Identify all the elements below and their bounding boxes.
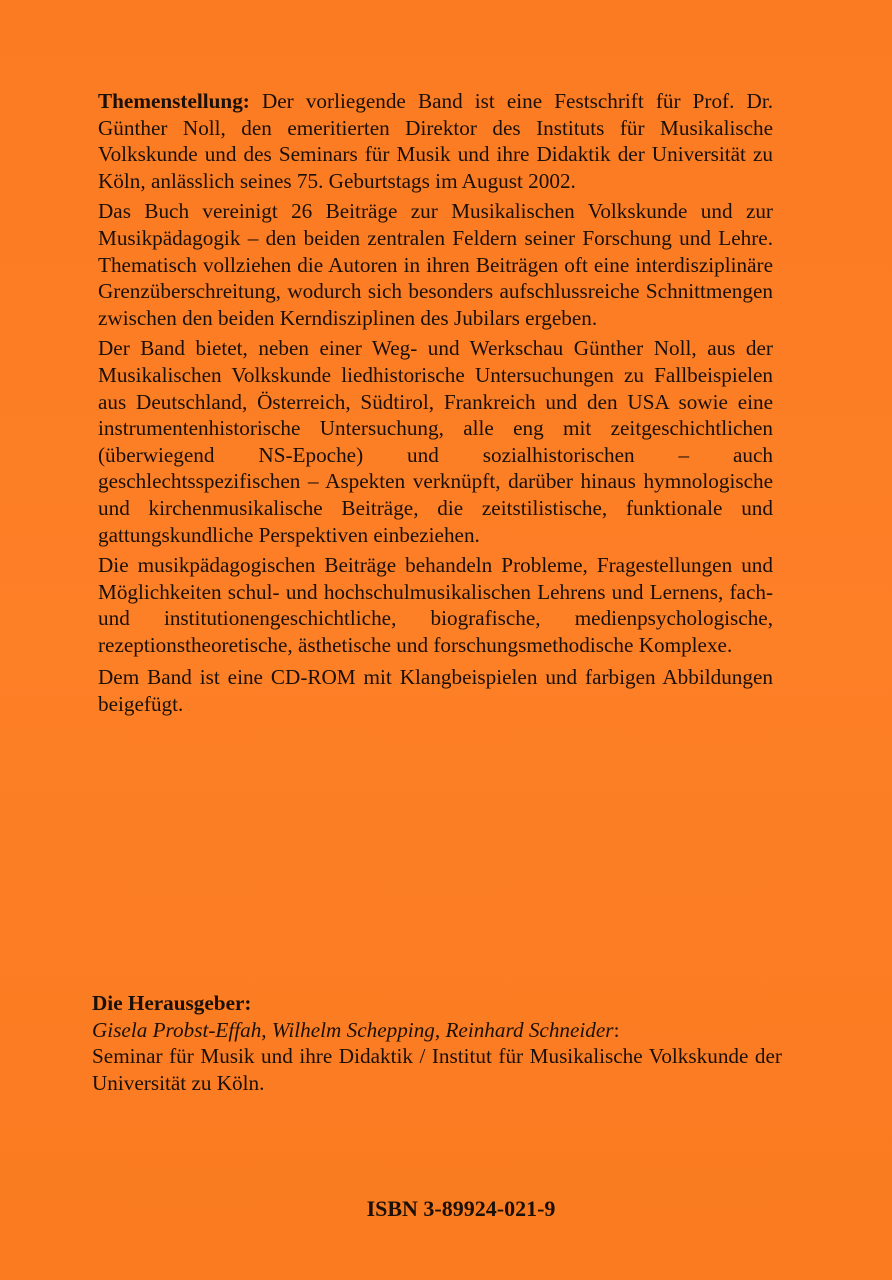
blurb-paragraph-theme [98,88,773,194]
editors-section [92,990,782,1096]
blurb-paragraph-pedagogy: Die musikpädagogischen Beiträge behandeln Probleme, Fragestellungen und Möglichkeiten schul- und hochschulmusikalischen Lehrens und Lernens, fach- und institutionengeschichtliche, biografische, medienpsychologische, rezeptionstheoretische, ästhetische und forschungsmethodische Komplexe. [98,553,773,657]
editors-names-suffix: : [613,1017,620,1042]
blurb-paragraph-contents: Das Buch vereinigt 26 Beiträge zur Musikalischen Volkskunde und zur Musikpädagogik – den beiden zentralen Feldern seiner Forschung und Lehre. Thematisch vollziehen die Autoren in ihren Beiträgen oft eine interdisziplinäre Grenzüberschreitung, wodurch sich besonders aufschlussreiche Schnittmengen zwischen den beiden Kerndisziplinen des Jubilars ergeben. [98,199,773,330]
editors-label: Die Herausgeber: [92,991,252,1015]
theme-label: Themenstellung: [98,89,250,113]
blurb-text [98,88,773,724]
isbn-number: ISBN 3-89924-021-9 [366,1196,556,1221]
editors-names-line [92,1017,782,1044]
blurb-paragraph-folklore: Der Band bietet, neben einer Weg- und Werkschau Günther Noll, aus der Musikalischen Volkskunde liedhistorische Untersuchungen zu Fallbeispielen aus Deutschland, Österreich, Südtirol, Frankreich und den USA sowie eine instrumentenhistorische Untersuchung, alle eng mit zeitgeschichtlichen (überwiegend NS-Epoche) und sozialhistorischen – auch geschlechtsspezifischen – Aspekten verknüpft, darüber hinaus hymnologische und kirchenmusikalische Beiträge, die zeitstilistische, funktionale und gattungskundliche Perspektiven einbeziehen. [98,336,773,547]
editors-affiliation: Seminar für Musik und ihre Didaktik / Institut für Musikalische Volkskunde der Universität zu Köln. [92,1044,782,1095]
theme-text: Der vorliegende Band ist eine Festschrift für Prof. Dr. Günther Noll, den emeritierten Direktor des Instituts für Musikalische Volkskunde und des Seminars für Musik und ihre Didaktik der Universität zu Köln, anlässlich seines 75. Geburtstags im August 2002. [98,89,773,193]
editors-names: Gisela Probst-Effah, Wilhelm Schepping, Reinhard Schneider [92,1017,614,1042]
blurb-paragraph-cdrom: Dem Band ist eine CD-ROM mit Klangbeispielen und farbigen Abbildungen beigefügt. [98,665,773,717]
